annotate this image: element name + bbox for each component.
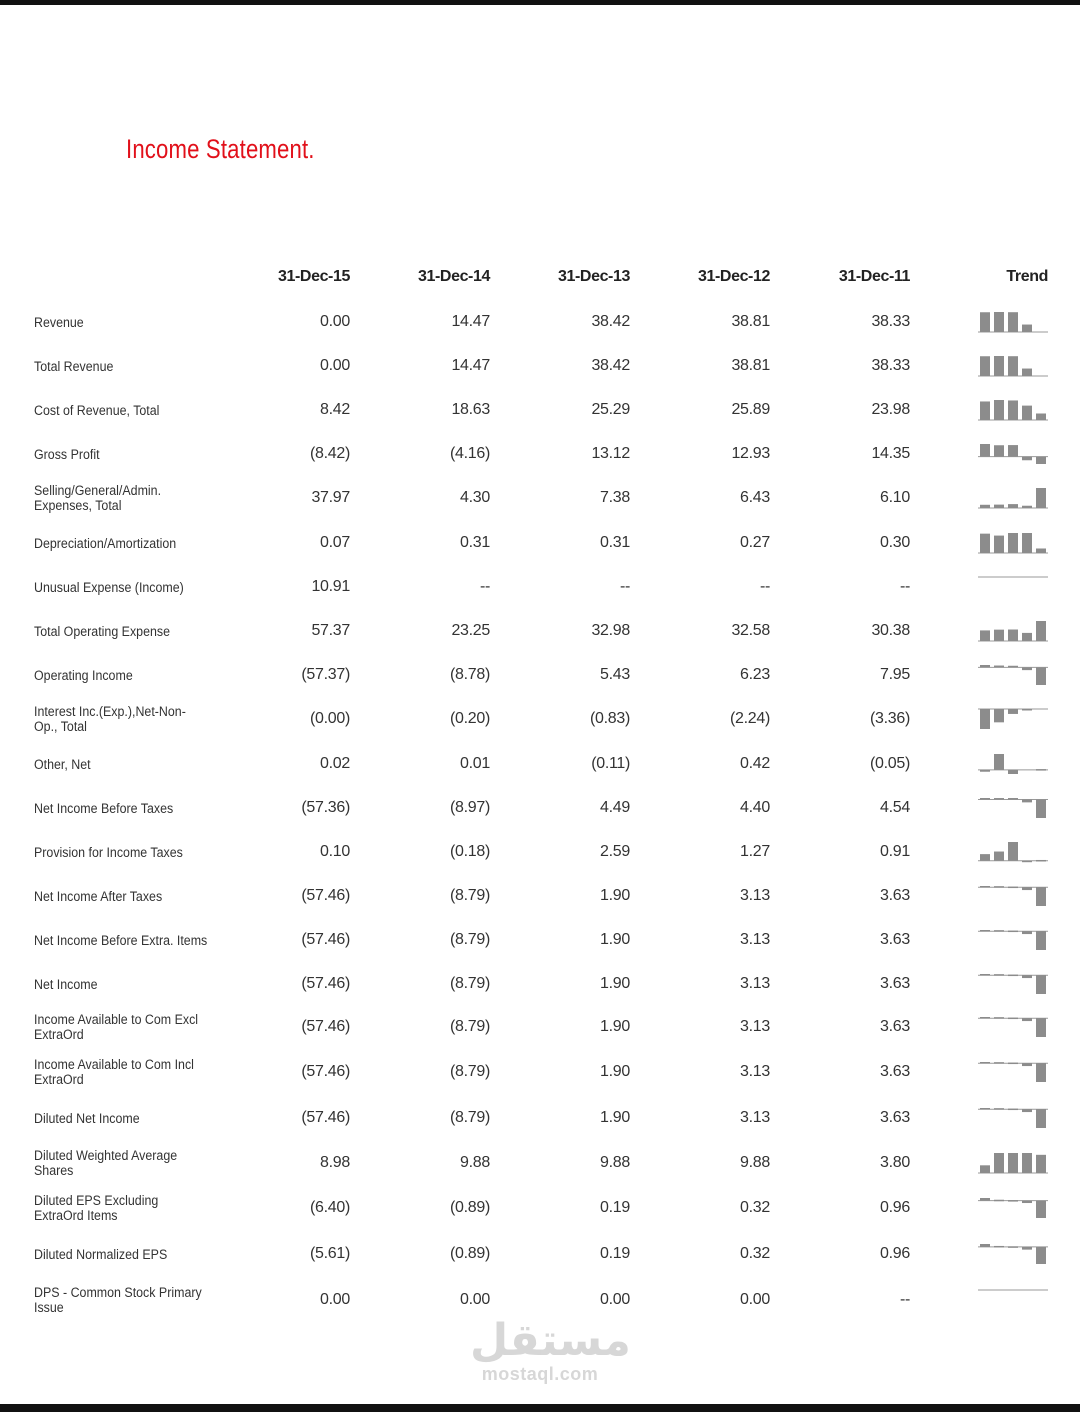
table-cell: 1.90 [600,887,630,904]
row-label: Revenue [34,314,84,330]
table-cell: 3.13 [740,1018,770,1035]
row-label: Unusual Expense (Income) [34,579,184,595]
trend-sparkline [978,441,1050,467]
table-cell: 3.63 [880,1109,910,1126]
table-cell: 32.98 [591,622,630,639]
page-title: Income Statement. [126,134,315,164]
trend-bar [980,1017,990,1019]
table-cell: 4.49 [600,799,630,816]
trend-bar [1036,457,1046,464]
trend-bar [980,665,990,667]
table-cell: 0.19 [600,1245,630,1262]
table-cell: (57.46) [301,887,350,904]
trend-bar [1036,887,1046,906]
table-cell: 6.43 [740,489,770,506]
trend-sparkline [978,1014,1050,1040]
trend-sparkline [978,353,1050,379]
table-cell: 38.33 [871,357,910,374]
trend-bar [1008,533,1018,553]
table-cell: 3.13 [740,887,770,904]
trend-bar [1036,931,1046,950]
table-cell: 23.25 [451,622,490,639]
trend-bar [1036,413,1046,420]
trend-bar [994,1246,1004,1248]
trend-bar [1022,709,1032,711]
table-cell: (4.16) [450,445,490,462]
table-cell: 14.35 [871,445,910,462]
trend-sparkline [978,485,1050,511]
table-cell: (8.79) [450,1109,490,1126]
table-cell: 0.31 [600,534,630,551]
trend-sparkline [978,618,1050,644]
trend-bar [980,534,990,553]
trend-sparkline [978,795,1050,821]
table-cell: 14.47 [451,357,490,374]
watermark-arabic: مستقل [470,1316,631,1365]
trend-bar [1022,533,1032,553]
table-cell: 4.54 [880,799,910,816]
trend-sparkline [978,1059,1050,1085]
trend-bar [1008,445,1018,457]
trend-bar [1008,312,1018,332]
table-cell: 3.13 [740,931,770,948]
trend-bar [994,852,1004,861]
trend-bar [1008,931,1018,933]
row-label: Net Income Before Taxes [34,800,174,816]
row-label: Net Income [34,976,98,992]
table-cell: 3.80 [880,1154,910,1171]
table-cell: (57.46) [301,1109,350,1126]
table-cell: 25.89 [731,401,770,418]
trend-bar [980,401,990,420]
table-cell: 0.00 [320,313,350,330]
table-cell: (8.79) [450,1018,490,1035]
table-cell: (0.20) [450,710,490,727]
trend-bar [994,886,1004,888]
table-cell: 6.10 [880,489,910,506]
table-cell: (57.36) [301,799,350,816]
table-cell: (8.79) [450,975,490,992]
table-cell: 7.95 [880,666,910,683]
trend-bar [1008,842,1018,861]
trend-bar [1036,975,1046,994]
table-cell: 3.13 [740,1063,770,1080]
trend-bar [1022,1063,1032,1066]
table-cell: 1.90 [600,1109,630,1126]
table-cell: 0.91 [880,843,910,860]
trend-bar [994,798,1004,800]
trend-bar [994,709,1004,722]
trend-bar [1008,1153,1018,1173]
row-label: Diluted Normalized EPS [34,1246,168,1262]
trend-sparkline [978,706,1050,732]
row-label: Income Available to Com Excl ExtraOrd [34,1012,199,1042]
table-cell: 12.93 [731,445,770,462]
trend-bar [1008,1200,1018,1202]
trend-sparkline [978,751,1050,777]
table-cell: 0.00 [320,1291,350,1308]
trend-bar [994,312,1004,332]
row-label: Cost of Revenue, Total [34,402,160,418]
row-label: Operating Income [34,667,133,683]
table-cell: 13.12 [591,445,630,462]
row-label: Other, Net [34,756,91,772]
trend-bar [1022,406,1032,420]
row-label: Gross Profit [34,446,100,462]
table-cell: 0.00 [460,1291,490,1308]
row-label: Total Revenue [34,358,114,374]
table-cell: 1.90 [600,1063,630,1080]
trend-bar [1022,1201,1032,1203]
trend-bar [980,356,990,376]
table-cell: 38.33 [871,313,910,330]
table-cell: 3.63 [880,931,910,948]
table-cell: (8.79) [450,1063,490,1080]
trend-bar [1008,1063,1018,1065]
trend-bar [1008,709,1018,714]
top-border [0,0,1080,5]
trend-sparkline [978,1287,1050,1313]
table-cell: 3.13 [740,975,770,992]
trend-sparkline [978,530,1050,556]
trend-bar [1022,887,1032,890]
trend-bar [980,1198,990,1201]
column-header: 31-Dec-11 [838,268,910,285]
table-cell: 0.42 [740,755,770,772]
trend-bar [980,1108,990,1110]
table-cell: 1.90 [600,975,630,992]
row-label: Selling/General/Admin. Expenses, Total [34,483,162,513]
table-cell: 0.96 [880,1245,910,1262]
table-cell: 0.00 [320,357,350,374]
table-cell: 38.81 [731,357,770,374]
table-cell: 38.42 [591,357,630,374]
trend-bar [1008,400,1018,420]
table-cell: 3.63 [880,887,910,904]
table-cell: 0.01 [460,755,490,772]
trend-bar [980,1165,990,1173]
table-cell: -- [479,578,490,595]
trend-sparkline [978,883,1050,909]
trend-sparkline [978,1150,1050,1176]
trend-bar [1008,1018,1018,1020]
row-label: Diluted Weighted Average Shares [34,1148,178,1178]
trend-bar [1036,1247,1046,1264]
table-cell: 14.47 [451,313,490,330]
trend-bar [994,356,1004,376]
trend-bar [980,886,990,888]
trend-bar [994,1200,1004,1202]
trend-bar [1022,457,1032,461]
table-cell: (57.46) [301,975,350,992]
column-header: 31-Dec-13 [557,268,630,285]
trend-bar [994,536,1004,553]
table-cell: -- [899,1291,910,1308]
trend-bar [1022,325,1032,332]
trend-bar [994,1062,1004,1064]
trend-bar [994,930,1004,932]
table-cell: 3.63 [880,1063,910,1080]
table-cell: 0.27 [740,534,770,551]
trend-bar [1008,1109,1018,1111]
row-label: Interest Inc.(Exp.),Net-Non-Op., Total [34,704,186,734]
trend-bar [980,770,990,772]
trend-bar [1008,630,1018,641]
trend-bar [1036,1109,1046,1128]
table-cell: 0.02 [320,755,350,772]
table-cell: (3.36) [870,710,910,727]
trend-bar [1036,667,1046,685]
table-cell: 3.63 [880,1018,910,1035]
trend-bar [1008,1246,1018,1248]
table-cell: (2.24) [730,710,770,727]
trend-bar [980,630,990,641]
column-header: 31-Dec-15 [277,268,350,285]
table-cell: 23.98 [871,401,910,418]
table-cell: (8.97) [450,799,490,816]
table-cell: 38.42 [591,313,630,330]
table-cell: 9.88 [600,1154,630,1171]
table-cell: (0.00) [310,710,350,727]
table-cell: (0.05) [870,755,910,772]
table-cell: 0.96 [880,1199,910,1216]
trend-bar [1008,798,1018,800]
trend-bar [994,400,1004,420]
table-cell: 1.90 [600,1018,630,1035]
column-header: 31-Dec-14 [417,268,490,285]
trend-bar [980,505,990,508]
trend-bar [980,1062,990,1064]
table-cell: (8.42) [310,445,350,462]
trend-bar [1022,1153,1032,1173]
table-cell: 4.40 [740,799,770,816]
column-header: 31-Dec-12 [697,268,770,285]
table-cell: (0.89) [450,1199,490,1216]
trend-bar [1022,633,1032,641]
trend-bar [1022,1109,1032,1112]
table-cell: 0.32 [740,1245,770,1262]
trend-sparkline [978,839,1050,865]
trend-bar [980,444,990,457]
trend-header: Trend [1006,268,1048,285]
trend-bar [1008,666,1018,668]
table-cell: 18.63 [451,401,490,418]
table-cell: 9.88 [460,1154,490,1171]
trend-sparkline [978,662,1050,688]
trend-bar [994,666,1004,668]
table-cell: 4.30 [460,489,490,506]
trend-bar [1022,1018,1032,1021]
table-cell: 3.13 [740,1109,770,1126]
table-cell: 37.97 [311,489,350,506]
trend-bar [980,312,990,332]
table-cell: 1.27 [740,843,770,860]
row-label: DPS - Common Stock Primary Issue [34,1285,202,1315]
table-cell: (57.37) [301,666,350,683]
trend-bar [980,974,990,976]
trend-bar [1036,548,1046,553]
trend-bar [1036,1018,1046,1037]
trend-bar [1036,621,1046,641]
table-cell: 0.30 [880,534,910,551]
table-cell: 7.38 [600,489,630,506]
trend-bar [1008,887,1018,889]
table-cell: 0.32 [740,1199,770,1216]
table-cell: (57.46) [301,1018,350,1035]
table-cell: 6.23 [740,666,770,683]
trend-bar [1036,1155,1046,1173]
watermark [470,1316,631,1384]
trend-bar [994,630,1004,641]
table-cell: (8.79) [450,887,490,904]
trend-bar [980,854,990,861]
trend-bar [1008,504,1018,508]
trend-bar [994,754,1004,770]
table-cell: 0.00 [600,1291,630,1308]
table-cell: 10.91 [311,578,350,595]
trend-sparkline [978,927,1050,953]
trend-bar [1022,799,1032,802]
table-cell: (0.83) [590,710,630,727]
table-cell: (57.46) [301,1063,350,1080]
table-cell: 0.00 [740,1291,770,1308]
table-cell: 0.10 [320,843,350,860]
table-cell: (8.79) [450,931,490,948]
row-label: Provision for Income Taxes [34,844,183,860]
trend-bar [980,1244,990,1247]
table-cell: (0.11) [591,755,630,772]
trend-bar [1036,488,1046,508]
table-cell: 8.42 [320,401,350,418]
table-cell: -- [899,578,910,595]
trend-bar [1036,769,1046,771]
trend-bar [1022,506,1032,508]
trend-bar [1022,667,1032,670]
bottom-border [0,1404,1080,1412]
trend-bar [980,709,990,729]
trend-sparkline [978,1241,1050,1267]
table-cell: 9.88 [740,1154,770,1171]
table-cell: 2.59 [600,843,630,860]
trend-bar [1022,861,1032,863]
table-cell: (57.46) [301,931,350,948]
row-label: Income Available to Com Incl ExtraOrd [34,1057,194,1087]
trend-sparkline [978,971,1050,997]
table-cell: 57.37 [311,622,350,639]
table-cell: 3.63 [880,975,910,992]
trend-bar [994,1017,1004,1019]
trend-bar [994,445,1004,456]
trend-bar [1008,975,1018,977]
trend-sparkline [978,1195,1050,1221]
table-cell: -- [619,578,630,595]
table-cell: (5.61) [310,1245,350,1262]
watermark-latin: mostaql.com [481,1364,599,1384]
trend-sparkline [978,397,1050,423]
table-cell: (8.78) [450,666,490,683]
trend-bar [980,798,990,800]
trend-bar [1036,860,1046,862]
row-label: Diluted Net Income [34,1110,140,1126]
trend-sparkline [978,574,1050,600]
table-cell: 38.81 [731,313,770,330]
table-cell: (0.89) [450,1245,490,1262]
trend-sparkline [978,309,1050,335]
trend-bar [994,1108,1004,1110]
table-cell: 0.31 [460,534,490,551]
row-label: Depreciation/Amortization [34,535,177,551]
table-cell: 1.90 [600,931,630,948]
trend-bar [1022,369,1032,376]
trend-bar [1008,770,1018,774]
table-cell: 32.58 [731,622,770,639]
table-cell: 30.38 [871,622,910,639]
row-label: Net Income Before Extra. Items [34,932,208,948]
trend-bar [1036,799,1046,818]
trend-bar [1022,931,1032,934]
trend-bar [980,930,990,932]
trend-bar [1036,1201,1046,1218]
table-cell: (6.40) [310,1199,350,1216]
table-cell: 8.98 [320,1154,350,1171]
trend-bar [1008,356,1018,376]
table-cell: -- [759,578,770,595]
table-cell: 0.19 [600,1199,630,1216]
table-cell: 0.07 [320,534,350,551]
row-label: Total Operating Expense [34,623,171,639]
trend-bar [1036,1063,1046,1082]
table-cell: (0.18) [450,843,490,860]
trend-sparkline [978,1105,1050,1131]
trend-bar [994,505,1004,508]
row-label: Diluted EPS Excluding ExtraOrd Items [34,1193,159,1223]
row-label: Net Income After Taxes [34,888,163,904]
trend-bar [1022,1247,1032,1250]
trend-bar [1022,975,1032,978]
trend-bar [994,974,1004,976]
table-cell: 5.43 [600,666,630,683]
table-cell: 25.29 [591,401,630,418]
trend-bar [994,1153,1004,1173]
